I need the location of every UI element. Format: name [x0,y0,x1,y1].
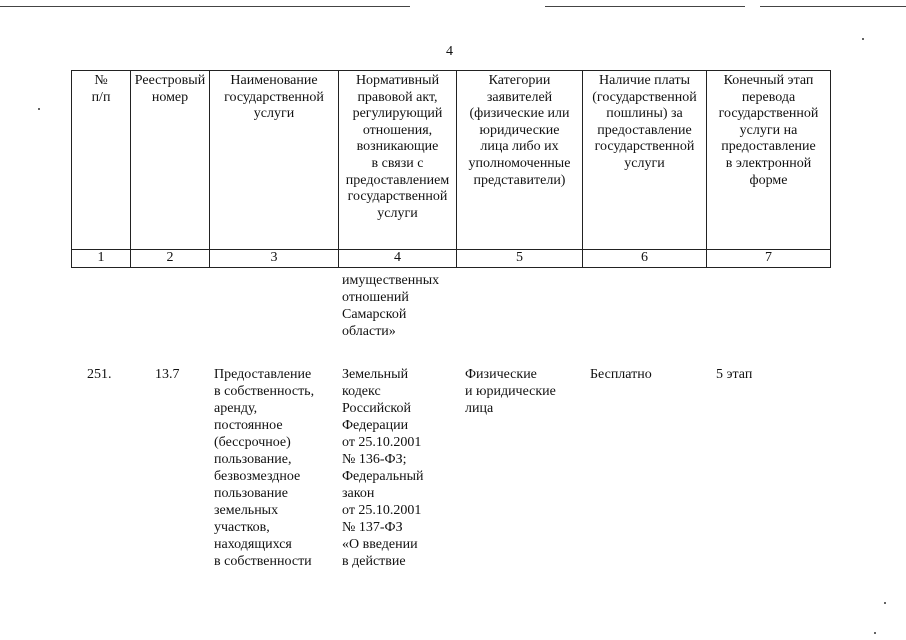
column-numbers-row [72,250,831,268]
row-final-stage: 5 этап [716,367,753,382]
column-number: 3 [210,250,339,268]
header-cell-registry: Реестровый номер [131,71,210,250]
header-row [72,71,831,250]
scan-line-artifact [760,6,906,7]
header-cell-final-stage: Конечный этап перевода государственной услуги на предоставление в электронной форме [707,71,831,250]
column-number: 4 [339,250,457,268]
header-cell-applicants: Категории заявителей (физические или юридические лица либо их уполномоченные представители) [457,71,583,250]
scan-line-artifact [545,6,745,7]
header-cell-service-name: Наименование государственной услуги [210,71,339,250]
header-cell-fee: Наличие платы (государственной пошлины) за предоставление государственной услуги [583,71,707,250]
row-number: 251. [87,367,112,382]
scan-line-artifact [0,6,410,7]
row-service-name: Предоставление в собственность, аренду, постоянное (бессрочное) пользование, безвозмездное пользование земельных участков, находящихся в собственности [214,367,315,569]
services-table-header [71,70,831,268]
row-applicants: Физические и юридические лица [465,367,556,416]
header-cell-legal-act: Нормативный правовой акт, регулирующий отношения, возникающие в связи с предоставлением государственной услуги [339,71,457,250]
page-number: 4 [446,44,453,59]
row-legal-act: Земельный кодекс Российской Федерации от 25.10.2001 № 136-ФЗ; Федеральный закон от 25.10.2001 № 137-ФЗ «О введении в действие [342,367,424,569]
continuation-text: имущественных отношений Самарской области» [342,273,440,339]
scan-speck [874,632,876,634]
header-cell-number: № п/п [72,71,131,250]
column-number: 2 [131,250,210,268]
scan-speck [38,108,40,110]
row-registry-number: 13.7 [155,367,180,382]
column-number: 5 [457,250,583,268]
column-number: 7 [707,250,831,268]
scan-speck [884,602,886,604]
scan-speck [862,38,864,40]
column-number: 6 [583,250,707,268]
column-number: 1 [72,250,131,268]
row-fee: Бесплатно [590,367,652,382]
